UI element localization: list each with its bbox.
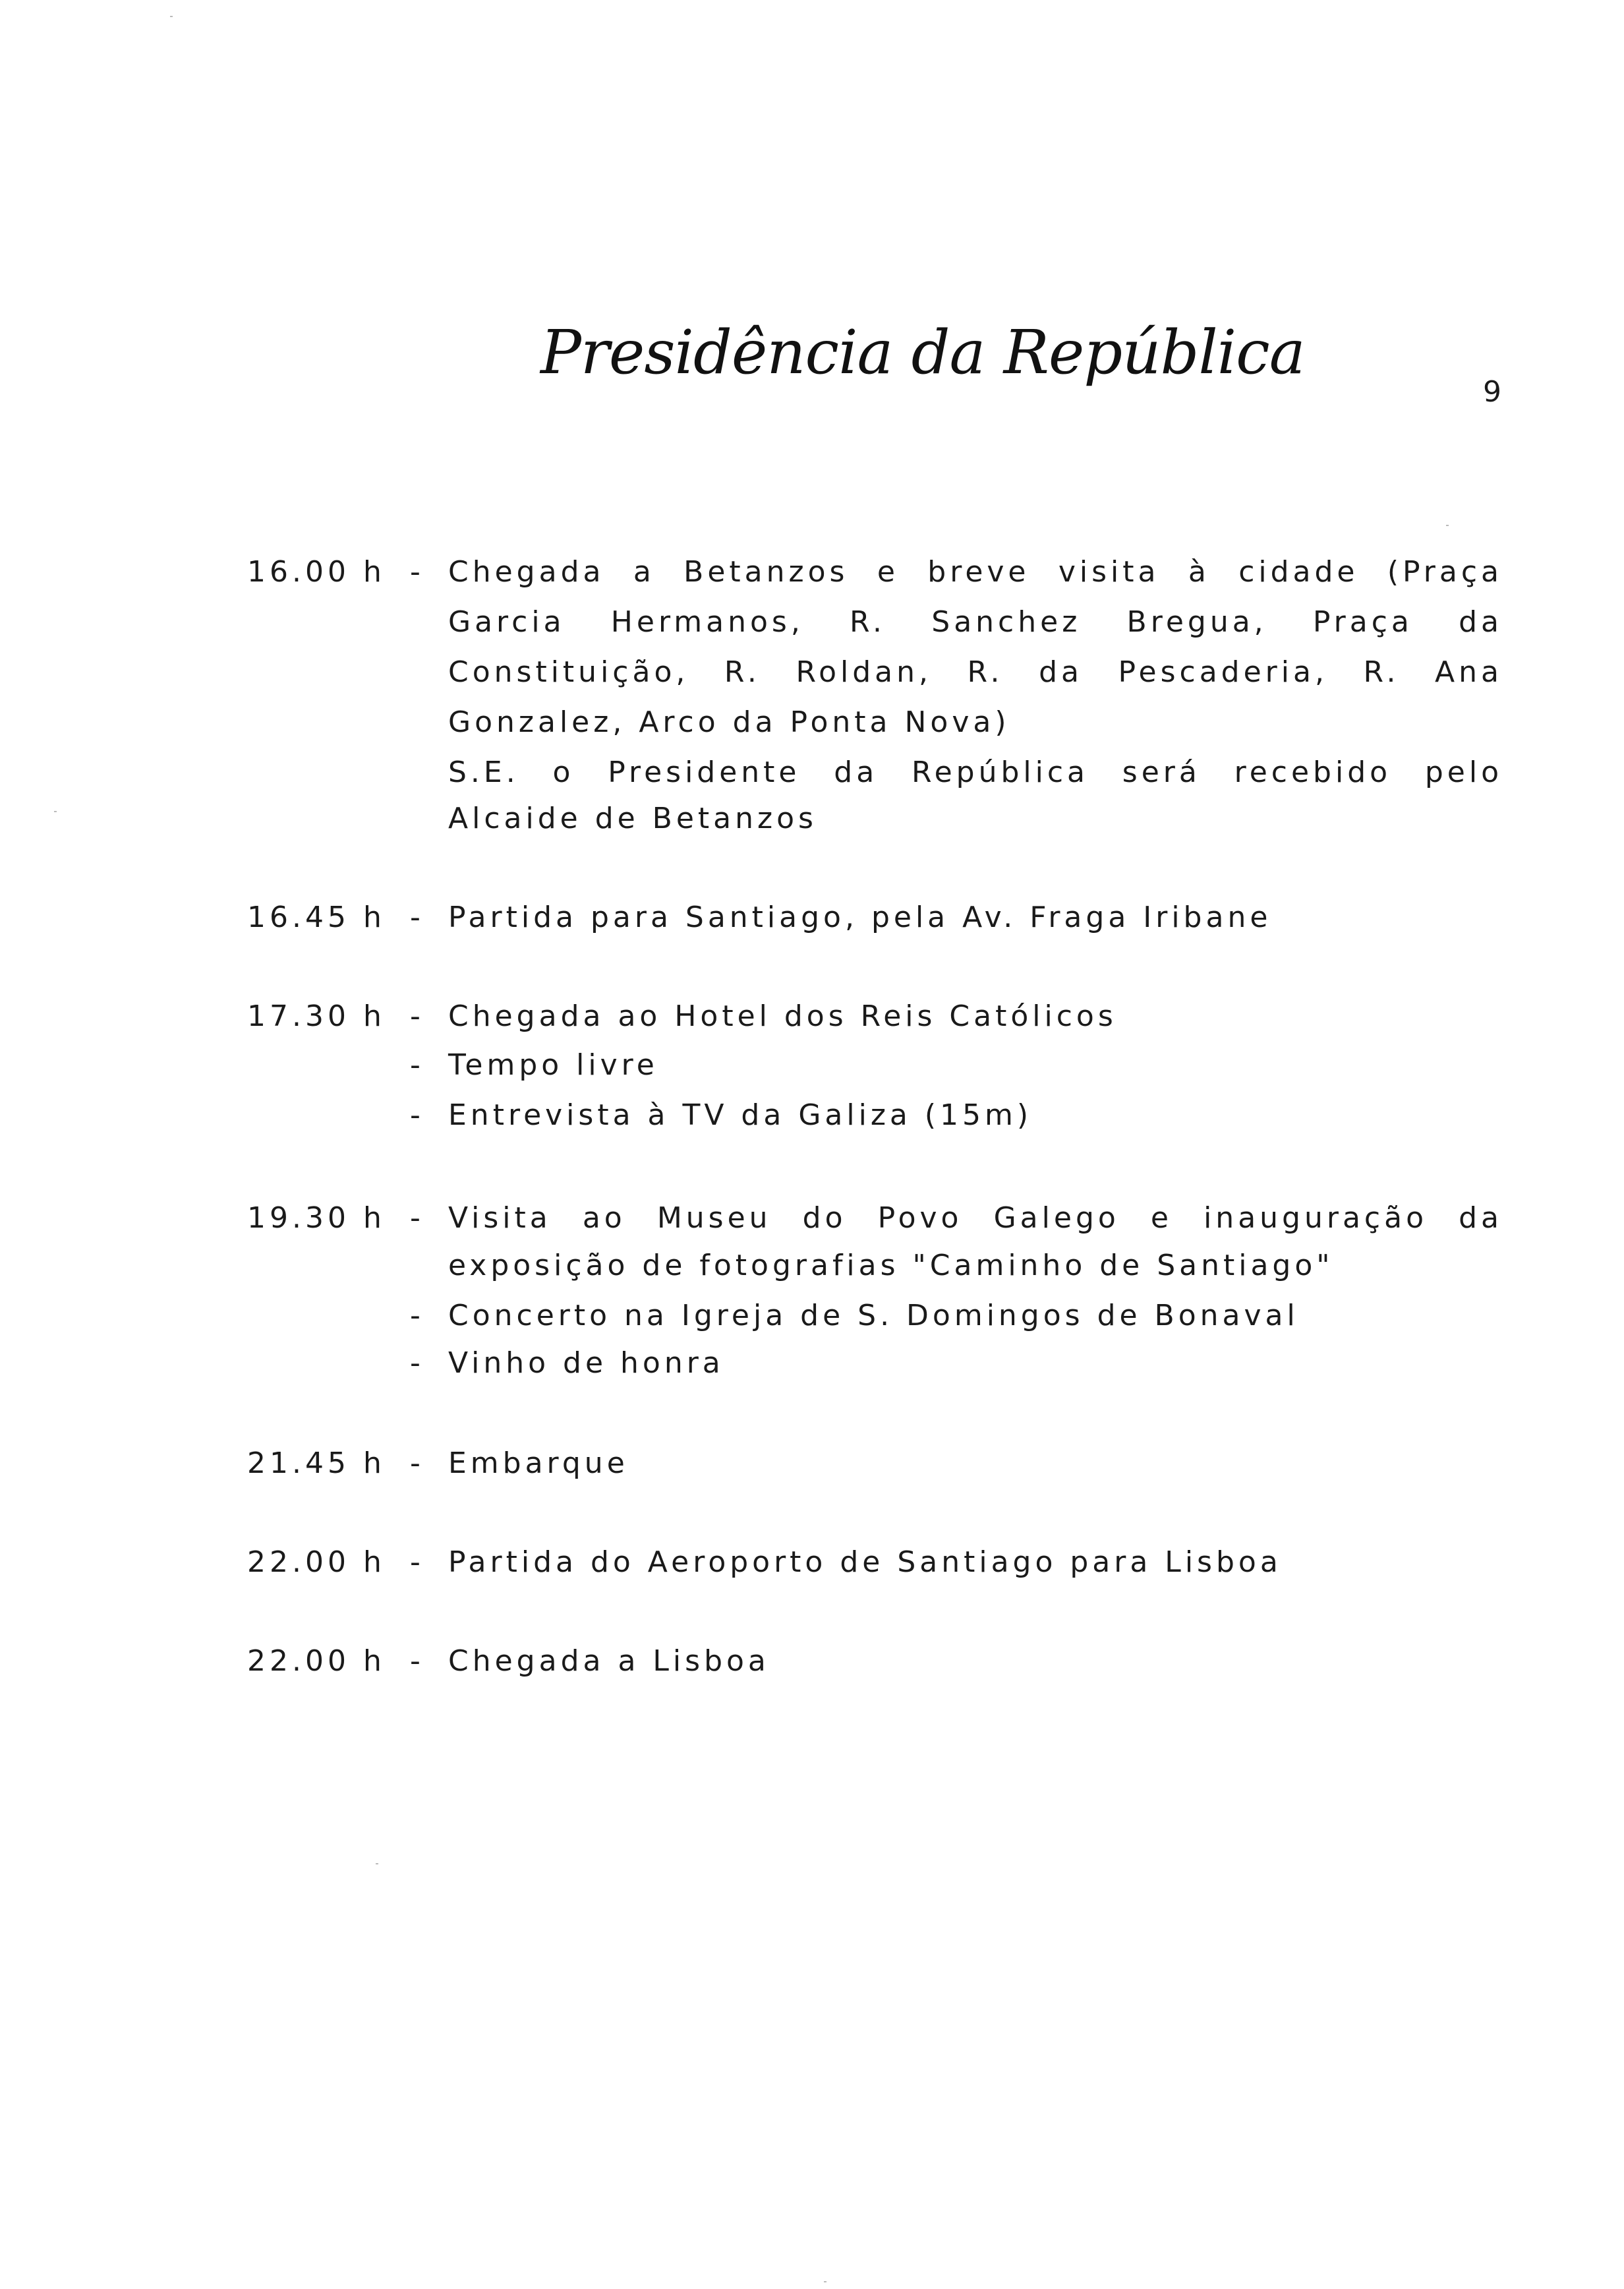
entry-line: Tempo livre: [448, 1048, 658, 1082]
entry-line: Chegada ao Hotel dos Reis Católicos: [448, 999, 1117, 1033]
entry-line: Chegada a Betanzos e breve visita à cidade (Praça: [448, 555, 1503, 589]
entry-time: 22.00 h: [247, 1545, 386, 1579]
entry-line: exposição de fotografias "Caminho de Santiago": [448, 1249, 1334, 1282]
entry-dash: -: [410, 1098, 424, 1132]
entry-line: Gonzalez, Arco da Ponta Nova): [448, 705, 1010, 739]
entry-line: Embarque: [448, 1446, 629, 1480]
entry-dash: -: [410, 901, 424, 934]
scan-speck: [1446, 525, 1449, 526]
entry-line: Constituição, R. Roldan, R. da Pescaderia, R. Ana: [448, 655, 1503, 689]
entry-line: Partida do Aeroporto de Santiago para Lisboa: [448, 1545, 1282, 1579]
entry-line: Concerto na Igreja de S. Domingos de Bonaval: [448, 1299, 1299, 1332]
entry-time: 17.30 h: [247, 999, 386, 1033]
scan-speck: [170, 16, 173, 17]
entry-line: Alcaide de Betanzos: [448, 802, 817, 835]
entry-dash: -: [410, 555, 424, 589]
entry-dash: -: [410, 1644, 424, 1678]
entry-time: 16.45 h: [247, 901, 386, 934]
entry-time: 22.00 h: [247, 1644, 386, 1678]
entry-time: 19.30 h: [247, 1201, 386, 1235]
entry-dash: -: [410, 1545, 424, 1579]
entry-time: 21.45 h: [247, 1446, 386, 1480]
entry-line: Visita ao Museu do Povo Galego e inauguração da: [448, 1201, 1503, 1235]
entry-line: S.E. o Presidente da República será recebido pelo: [448, 756, 1503, 789]
entry-line: Partida para Santiago, pela Av. Fraga Iribane: [448, 901, 1272, 934]
entry-dash: -: [410, 1446, 424, 1480]
entry-line: Entrevista à TV da Galiza (15m): [448, 1098, 1033, 1132]
entry-line: Garcia Hermanos, R. Sanchez Bregua, Praça da: [448, 605, 1503, 639]
entry-dash: -: [410, 999, 424, 1033]
entry-line: Vinho de honra: [448, 1346, 724, 1380]
entry-line: Chegada a Lisboa: [448, 1644, 770, 1678]
entry-dash: -: [410, 1299, 424, 1332]
letterhead-signature: Presidência da República: [540, 317, 1305, 388]
entry-dash: -: [410, 1048, 424, 1082]
entry-dash: -: [410, 1201, 424, 1235]
entry-time: 16.00 h: [247, 555, 386, 589]
entry-dash: -: [410, 1346, 424, 1380]
scan-speck: [824, 2281, 826, 2282]
page-number: 9: [1483, 375, 1501, 409]
scan-speck: [54, 811, 57, 812]
scan-speck: [376, 1863, 378, 1864]
